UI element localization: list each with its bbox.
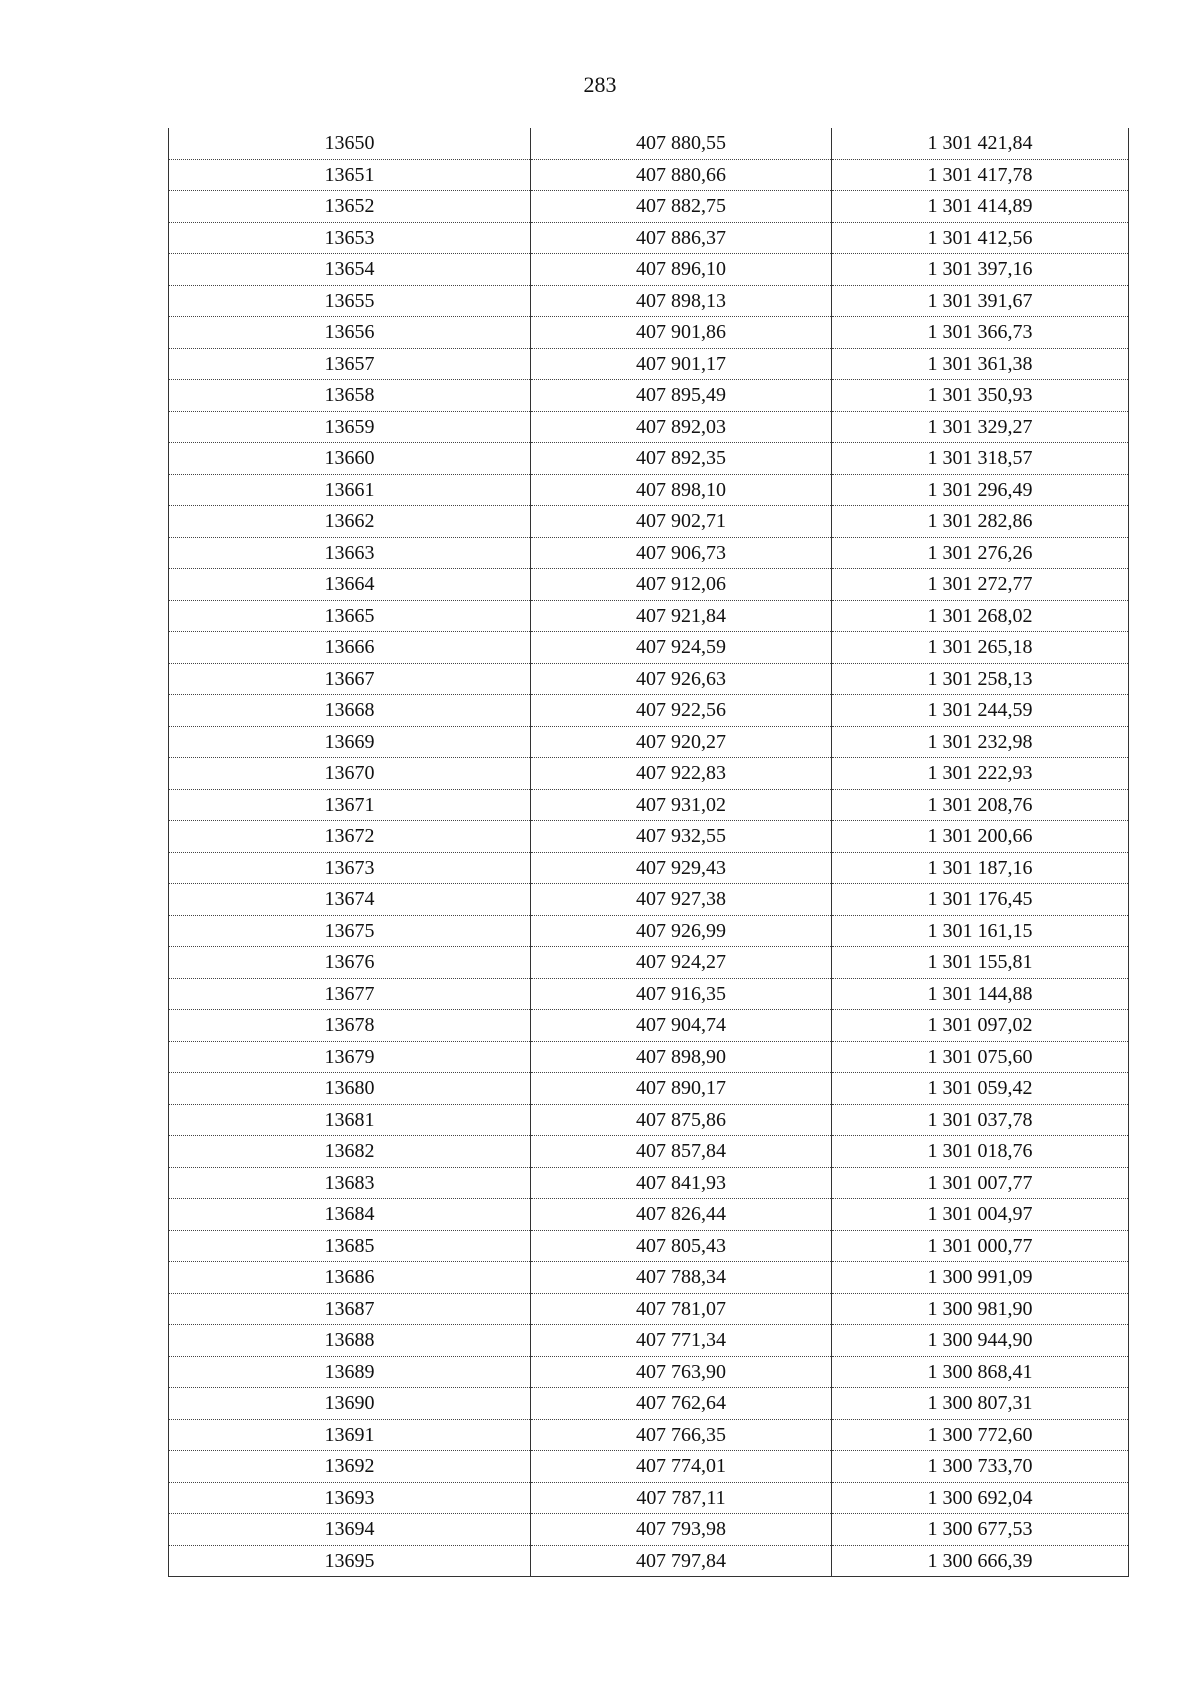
y-coordinate-cell: 1 301 161,15: [832, 915, 1129, 947]
y-coordinate-cell: 1 301 268,02: [832, 600, 1129, 632]
y-coordinate-cell: 1 301 232,98: [832, 726, 1129, 758]
table-row: [169, 1293, 1129, 1325]
point-number-cell: 13694: [169, 1514, 531, 1546]
table-row: [169, 569, 1129, 601]
point-number-cell: 13679: [169, 1041, 531, 1073]
x-coordinate-cell: 407 904,74: [531, 1010, 832, 1042]
point-number-cell: 13680: [169, 1073, 531, 1105]
y-coordinate-cell: 1 300 772,60: [832, 1419, 1129, 1451]
x-coordinate-cell: 407 927,38: [531, 884, 832, 916]
x-coordinate-cell: 407 857,84: [531, 1136, 832, 1168]
y-coordinate-cell: 1 301 318,57: [832, 443, 1129, 475]
point-number-cell: 13655: [169, 285, 531, 317]
point-number-cell: 13659: [169, 411, 531, 443]
x-coordinate-cell: 407 788,34: [531, 1262, 832, 1294]
y-coordinate-cell: 1 301 097,02: [832, 1010, 1129, 1042]
table-row: [169, 254, 1129, 286]
table-row: [169, 191, 1129, 223]
point-number-cell: 13667: [169, 663, 531, 695]
point-number-cell: 13685: [169, 1230, 531, 1262]
x-coordinate-cell: 407 929,43: [531, 852, 832, 884]
y-coordinate-cell: 1 301 155,81: [832, 947, 1129, 979]
table-row: [169, 1199, 1129, 1231]
x-coordinate-cell: 407 886,37: [531, 222, 832, 254]
point-number-cell: 13658: [169, 380, 531, 412]
point-number-cell: 13678: [169, 1010, 531, 1042]
y-coordinate-cell: 1 301 366,73: [832, 317, 1129, 349]
point-number-cell: 13691: [169, 1419, 531, 1451]
y-coordinate-cell: 1 301 075,60: [832, 1041, 1129, 1073]
point-number-cell: 13689: [169, 1356, 531, 1388]
x-coordinate-cell: 407 826,44: [531, 1199, 832, 1231]
page-number: 283: [583, 72, 617, 97]
x-coordinate-cell: 407 787,11: [531, 1482, 832, 1514]
table-row: [169, 978, 1129, 1010]
point-number-cell: 13673: [169, 852, 531, 884]
y-coordinate-cell: 1 300 692,04: [832, 1482, 1129, 1514]
point-number-cell: 13688: [169, 1325, 531, 1357]
table-row: [169, 789, 1129, 821]
point-number-cell: 13670: [169, 758, 531, 790]
point-number-cell: 13654: [169, 254, 531, 286]
x-coordinate-cell: 407 924,27: [531, 947, 832, 979]
x-coordinate-cell: 407 902,71: [531, 506, 832, 538]
x-coordinate-cell: 407 896,10: [531, 254, 832, 286]
x-coordinate-cell: 407 922,83: [531, 758, 832, 790]
table-row: [169, 443, 1129, 475]
coordinates-table: [168, 128, 1129, 1577]
y-coordinate-cell: 1 300 733,70: [832, 1451, 1129, 1483]
y-coordinate-cell: 1 301 004,97: [832, 1199, 1129, 1231]
point-number-cell: 13656: [169, 317, 531, 349]
point-number-cell: 13660: [169, 443, 531, 475]
y-coordinate-cell: 1 301 222,93: [832, 758, 1129, 790]
table-row: [169, 474, 1129, 506]
x-coordinate-cell: 407 774,01: [531, 1451, 832, 1483]
y-coordinate-cell: 1 301 037,78: [832, 1104, 1129, 1136]
y-coordinate-cell: 1 301 144,88: [832, 978, 1129, 1010]
table-row: [169, 411, 1129, 443]
point-number-cell: 13662: [169, 506, 531, 538]
table-row: [169, 317, 1129, 349]
point-number-cell: 13686: [169, 1262, 531, 1294]
table-row: [169, 663, 1129, 695]
x-coordinate-cell: 407 875,86: [531, 1104, 832, 1136]
y-coordinate-cell: 1 301 244,59: [832, 695, 1129, 727]
point-number-cell: 13671: [169, 789, 531, 821]
point-number-cell: 13651: [169, 159, 531, 191]
y-coordinate-cell: 1 301 187,16: [832, 852, 1129, 884]
table-row: [169, 1514, 1129, 1546]
y-coordinate-cell: 1 301 350,93: [832, 380, 1129, 412]
table-row: [169, 600, 1129, 632]
table-row: [169, 1136, 1129, 1168]
y-coordinate-cell: 1 301 208,76: [832, 789, 1129, 821]
table-row: [169, 726, 1129, 758]
point-number-cell: 13687: [169, 1293, 531, 1325]
y-coordinate-cell: 1 301 414,89: [832, 191, 1129, 223]
x-coordinate-cell: 407 898,90: [531, 1041, 832, 1073]
point-number-cell: 13681: [169, 1104, 531, 1136]
point-number-cell: 13672: [169, 821, 531, 853]
point-number-cell: 13666: [169, 632, 531, 664]
y-coordinate-cell: 1 300 991,09: [832, 1262, 1129, 1294]
table-row: [169, 915, 1129, 947]
y-coordinate-cell: 1 301 272,77: [832, 569, 1129, 601]
table-row: [169, 758, 1129, 790]
x-coordinate-cell: 407 882,75: [531, 191, 832, 223]
x-coordinate-cell: 407 924,59: [531, 632, 832, 664]
y-coordinate-cell: 1 301 276,26: [832, 537, 1129, 569]
point-number-cell: 13664: [169, 569, 531, 601]
table-row: [169, 1073, 1129, 1105]
point-number-cell: 13692: [169, 1451, 531, 1483]
y-coordinate-cell: 1 301 258,13: [832, 663, 1129, 695]
point-number-cell: 13668: [169, 695, 531, 727]
point-number-cell: 13650: [169, 128, 531, 159]
x-coordinate-cell: 407 898,10: [531, 474, 832, 506]
point-number-cell: 13676: [169, 947, 531, 979]
point-number-cell: 13674: [169, 884, 531, 916]
table-row: [169, 1104, 1129, 1136]
x-coordinate-cell: 407 797,84: [531, 1545, 832, 1577]
x-coordinate-cell: 407 922,56: [531, 695, 832, 727]
point-number-cell: 13690: [169, 1388, 531, 1420]
x-coordinate-cell: 407 898,13: [531, 285, 832, 317]
x-coordinate-cell: 407 892,35: [531, 443, 832, 475]
x-coordinate-cell: 407 763,90: [531, 1356, 832, 1388]
point-number-cell: 13677: [169, 978, 531, 1010]
x-coordinate-cell: 407 766,35: [531, 1419, 832, 1451]
table-row: [169, 159, 1129, 191]
x-coordinate-cell: 407 926,99: [531, 915, 832, 947]
table-row: [169, 128, 1129, 159]
table-row: [169, 537, 1129, 569]
x-coordinate-cell: 407 931,02: [531, 789, 832, 821]
point-number-cell: 13682: [169, 1136, 531, 1168]
table-row: [169, 695, 1129, 727]
table-row: [169, 884, 1129, 916]
y-coordinate-cell: 1 301 176,45: [832, 884, 1129, 916]
table-row: [169, 1167, 1129, 1199]
y-coordinate-cell: 1 301 200,66: [832, 821, 1129, 853]
table-row: [169, 1010, 1129, 1042]
table-row: [169, 1356, 1129, 1388]
x-coordinate-cell: 407 793,98: [531, 1514, 832, 1546]
y-coordinate-cell: 1 300 981,90: [832, 1293, 1129, 1325]
x-coordinate-cell: 407 762,64: [531, 1388, 832, 1420]
point-number-cell: 13652: [169, 191, 531, 223]
y-coordinate-cell: 1 301 397,16: [832, 254, 1129, 286]
point-number-cell: 13657: [169, 348, 531, 380]
x-coordinate-cell: 407 890,17: [531, 1073, 832, 1105]
table-row: [169, 285, 1129, 317]
x-coordinate-cell: 407 912,06: [531, 569, 832, 601]
y-coordinate-cell: 1 301 000,77: [832, 1230, 1129, 1262]
point-number-cell: 13695: [169, 1545, 531, 1577]
table-row: [169, 1419, 1129, 1451]
x-coordinate-cell: 407 906,73: [531, 537, 832, 569]
point-number-cell: 13669: [169, 726, 531, 758]
x-coordinate-cell: 407 880,66: [531, 159, 832, 191]
point-number-cell: 13663: [169, 537, 531, 569]
y-coordinate-cell: 1 301 018,76: [832, 1136, 1129, 1168]
table-row: [169, 632, 1129, 664]
x-coordinate-cell: 407 920,27: [531, 726, 832, 758]
y-coordinate-cell: 1 301 361,38: [832, 348, 1129, 380]
y-coordinate-cell: 1 301 265,18: [832, 632, 1129, 664]
y-coordinate-cell: 1 301 412,56: [832, 222, 1129, 254]
x-coordinate-cell: 407 901,86: [531, 317, 832, 349]
x-coordinate-cell: 407 901,17: [531, 348, 832, 380]
y-coordinate-cell: 1 301 059,42: [832, 1073, 1129, 1105]
x-coordinate-cell: 407 892,03: [531, 411, 832, 443]
point-number-cell: 13665: [169, 600, 531, 632]
y-coordinate-cell: 1 301 391,67: [832, 285, 1129, 317]
x-coordinate-cell: 407 926,63: [531, 663, 832, 695]
table-row: [169, 852, 1129, 884]
table-row: [169, 1230, 1129, 1262]
table-row: [169, 1325, 1129, 1357]
table-row: [169, 821, 1129, 853]
point-number-cell: 13675: [169, 915, 531, 947]
y-coordinate-cell: 1 301 282,86: [832, 506, 1129, 538]
x-coordinate-cell: 407 880,55: [531, 128, 832, 159]
x-coordinate-cell: 407 805,43: [531, 1230, 832, 1262]
point-number-cell: 13653: [169, 222, 531, 254]
point-number-cell: 13693: [169, 1482, 531, 1514]
y-coordinate-cell: 1 301 296,49: [832, 474, 1129, 506]
y-coordinate-cell: 1 300 944,90: [832, 1325, 1129, 1357]
y-coordinate-cell: 1 300 807,31: [832, 1388, 1129, 1420]
y-coordinate-cell: 1 301 329,27: [832, 411, 1129, 443]
table-row: [169, 1388, 1129, 1420]
x-coordinate-cell: 407 781,07: [531, 1293, 832, 1325]
point-number-cell: 13683: [169, 1167, 531, 1199]
point-number-cell: 13684: [169, 1199, 531, 1231]
y-coordinate-cell: 1 301 417,78: [832, 159, 1129, 191]
x-coordinate-cell: 407 932,55: [531, 821, 832, 853]
table-row: [169, 506, 1129, 538]
table-row: [169, 947, 1129, 979]
x-coordinate-cell: 407 921,84: [531, 600, 832, 632]
y-coordinate-cell: 1 300 868,41: [832, 1356, 1129, 1388]
table-row: [169, 1041, 1129, 1073]
table-row: [169, 1451, 1129, 1483]
table-body: [169, 128, 1129, 1577]
x-coordinate-cell: 407 841,93: [531, 1167, 832, 1199]
x-coordinate-cell: 407 916,35: [531, 978, 832, 1010]
y-coordinate-cell: 1 301 007,77: [832, 1167, 1129, 1199]
table-row: [169, 1545, 1129, 1577]
table-row: [169, 1262, 1129, 1294]
x-coordinate-cell: 407 771,34: [531, 1325, 832, 1357]
table-row: [169, 380, 1129, 412]
table-row: [169, 222, 1129, 254]
y-coordinate-cell: 1 301 421,84: [832, 128, 1129, 159]
x-coordinate-cell: 407 895,49: [531, 380, 832, 412]
point-number-cell: 13661: [169, 474, 531, 506]
y-coordinate-cell: 1 300 666,39: [832, 1545, 1129, 1577]
table-row: [169, 1482, 1129, 1514]
table-row: [169, 348, 1129, 380]
y-coordinate-cell: 1 300 677,53: [832, 1514, 1129, 1546]
